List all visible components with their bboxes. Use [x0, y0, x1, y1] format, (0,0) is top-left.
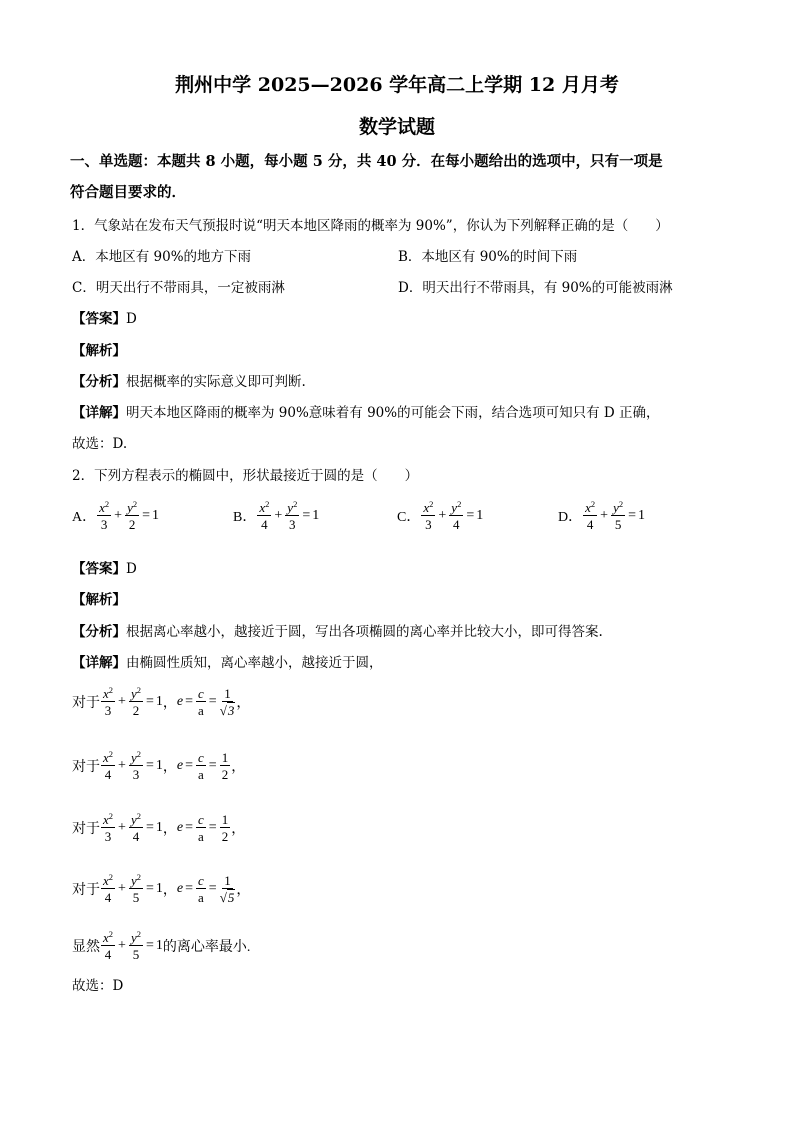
x-term-num	[421, 500, 435, 516]
q1-answer	[72, 307, 137, 327]
exponent: 2	[108, 872, 114, 882]
rhs-value: 1	[638, 507, 645, 523]
equals-sign: =	[145, 693, 154, 709]
q1-jiexi: 【解析】	[72, 343, 126, 359]
y-term-den: 3	[289, 517, 296, 532]
radicand: 3	[227, 702, 235, 718]
x-term-den: 3	[100, 517, 108, 532]
ellipse-equation	[96, 500, 159, 531]
eccentricity-value	[220, 751, 231, 781]
equals-sign: =	[302, 507, 311, 523]
q1-option-a: A．本地区有 90%的地方下雨	[72, 249, 252, 265]
x-term	[101, 930, 115, 961]
equals-sign: =	[185, 757, 193, 773]
section-heading-line1: 一、单选题：本题共 8 小题，每小题 5 分，共 40 分．在每小题给出的选项中，只有一项是	[70, 153, 663, 170]
y-term	[129, 873, 143, 904]
q2-answer	[72, 557, 137, 577]
xiangjie-tag: 【详解】	[72, 655, 126, 671]
q1-guxuan: 故选：D.	[72, 436, 128, 452]
x-term-den: 4	[104, 890, 112, 905]
exponent: 2	[590, 499, 596, 509]
exponent: 2	[429, 499, 434, 509]
plus-sign: +	[118, 937, 126, 953]
q2-conclusion	[72, 930, 250, 961]
radicand: 5	[227, 889, 235, 905]
var: x	[423, 500, 430, 515]
y-term-num	[129, 750, 143, 766]
option-label: C．	[397, 509, 421, 525]
plus-sign: +	[118, 880, 126, 896]
y-term	[129, 750, 143, 781]
x-term-num	[101, 750, 115, 766]
q2-derivation-line	[72, 686, 250, 717]
q2-option-a	[72, 500, 159, 531]
x-term-num	[101, 686, 115, 702]
eccentricity-symbol: e	[176, 757, 184, 773]
plus-sign: +	[438, 507, 447, 523]
c: c	[198, 685, 204, 701]
x-term-den: 4	[104, 767, 112, 782]
plus-sign: +	[118, 757, 126, 773]
comma: ，	[162, 695, 177, 711]
y-term-den: 5	[614, 517, 622, 532]
xiangjie-text: 由椭圆性质知，离心率越小，越接近于圆，	[126, 655, 383, 671]
exponent: 2	[108, 929, 114, 939]
exponent: 2	[136, 749, 141, 759]
y-term-den: 5	[132, 890, 140, 905]
var: y	[127, 500, 133, 515]
y-term-num	[129, 930, 143, 946]
rhs-value: 1	[155, 937, 163, 953]
exponent: 2	[104, 499, 110, 509]
fenxi-tag: 【分析】	[72, 624, 126, 640]
y-term	[125, 500, 139, 531]
q1-option-d: D．明天出行不带雨具，有 90%的可能被雨淋	[398, 280, 673, 296]
plus-sign: +	[600, 507, 609, 523]
eccentricity-value	[220, 687, 236, 717]
fenxi-text: 根据离心率越小，越接近于圆，写出各项椭圆的离心率并比较大小，即可得答案.	[126, 624, 603, 640]
rhs-value: 1	[312, 507, 320, 523]
y-term-den: 3	[132, 767, 140, 782]
eccentricity-value	[220, 813, 231, 843]
ellipse-equation	[582, 500, 645, 531]
eccentricity-symbol: e	[176, 880, 184, 896]
xiangjie-text: 明天本地区降雨的概率为 90%意味着有 90%的可能会下雨，结合选项可知只有 D 正确，	[126, 405, 660, 421]
x-term	[101, 812, 115, 843]
section-heading-line2: 符合题目要求的．	[70, 184, 186, 201]
ellipse-equation	[256, 500, 319, 531]
x-term-num	[583, 500, 597, 516]
x-term-den: 4	[104, 947, 112, 962]
equals-sign: =	[145, 937, 154, 953]
y-term-num	[129, 686, 143, 702]
y-term	[129, 930, 143, 961]
equals-sign: =	[145, 880, 154, 896]
y-term-den: 2	[128, 517, 136, 532]
rhs-value: 1	[155, 880, 163, 896]
ecc-den: 2	[221, 766, 229, 782]
a: a	[198, 828, 204, 844]
page-subtitle: 数学试题	[358, 116, 435, 138]
comma: ，	[162, 882, 177, 898]
exponent: 2	[136, 929, 141, 939]
line-prefix: 对于	[72, 821, 100, 837]
c: c	[198, 749, 204, 765]
equals-sign: =	[142, 507, 150, 523]
exponent: 2	[108, 749, 114, 759]
x-term-num	[257, 500, 271, 516]
var: y	[451, 500, 458, 515]
q1-stem: 1．气象站在发布天气预报时说“明天本地区降雨的概率为 90%”，你认为下列解释正确的是（ ）	[72, 218, 669, 234]
var: x	[259, 500, 266, 515]
q2-fenxi	[72, 620, 603, 640]
var: x	[103, 812, 109, 827]
q1-xiangjie	[72, 401, 660, 421]
q2-derivation-line	[72, 812, 245, 843]
conclusion-prefix: 显然	[72, 939, 100, 955]
eccentricity-value	[220, 874, 236, 904]
x-term	[101, 686, 115, 717]
rhs-value: 1	[152, 507, 159, 523]
ellipse-equation	[100, 750, 163, 781]
comma: ，	[162, 821, 177, 837]
comma: ，	[231, 821, 246, 837]
plus-sign: +	[118, 819, 126, 835]
rhs-value: 1	[155, 819, 163, 835]
option-label: A．	[72, 509, 97, 525]
y-term-den: 4	[453, 517, 460, 532]
x-term-num	[97, 500, 111, 516]
c-over-a	[196, 874, 206, 904]
y-term-den: 5	[132, 947, 140, 962]
ellipse-equation	[420, 500, 483, 531]
exponent: 2	[618, 499, 624, 509]
y-term	[285, 500, 299, 531]
q2-derivation-line	[72, 873, 250, 904]
ecc-den	[220, 889, 236, 904]
var: y	[130, 686, 137, 701]
exponent: 2	[293, 499, 298, 509]
rhs-value: 1	[476, 507, 484, 523]
var: x	[103, 930, 109, 945]
option-label: B．	[233, 509, 257, 525]
exponent: 2	[457, 499, 462, 509]
y-term	[129, 812, 143, 843]
xiangjie-tag: 【详解】	[72, 405, 126, 421]
fenxi-tag: 【分析】	[72, 374, 126, 390]
equals-sign: =	[185, 693, 193, 709]
var: y	[130, 750, 137, 765]
line-prefix: 对于	[72, 882, 100, 898]
eccentricity-symbol: e	[176, 819, 184, 835]
q2-jiexi: 【解析】	[72, 592, 126, 608]
ecc-num: 1	[224, 685, 231, 701]
comma: ，	[162, 759, 177, 775]
var: y	[613, 500, 619, 515]
x-term-num	[101, 930, 115, 946]
x-term	[101, 873, 115, 904]
q1-option-c: C．明天出行不带雨具，一定被雨淋	[72, 280, 285, 296]
q2-guxuan: 故选：D	[72, 978, 124, 994]
equals-sign: =	[145, 757, 154, 773]
a: a	[198, 702, 204, 718]
y-term-num	[129, 873, 143, 889]
equals-sign: =	[628, 507, 636, 523]
c: c	[198, 811, 204, 827]
exponent: 2	[108, 811, 114, 821]
equals-sign: =	[208, 693, 217, 709]
eccentricity-symbol: e	[176, 693, 184, 709]
x-term	[257, 500, 271, 531]
c-over-a	[196, 751, 206, 781]
y-term	[611, 500, 625, 531]
sqrt	[220, 889, 236, 905]
q2-derivation-line	[72, 750, 245, 781]
q2-xiangjie	[72, 651, 383, 671]
line-prefix: 对于	[72, 695, 100, 711]
answer-value: D	[126, 561, 137, 577]
y-term	[129, 686, 143, 717]
ecc-num: 1	[221, 811, 229, 827]
rhs-value: 1	[155, 693, 163, 709]
equals-sign: =	[185, 880, 193, 896]
q2-stem: 2．下列方程表示的椭圆中，形状最接近于圆的是（ ）	[72, 468, 419, 484]
q2-option-d	[558, 500, 645, 531]
answer-tag: 【答案】	[72, 561, 126, 577]
q2-option-b	[233, 500, 319, 531]
exponent: 2	[108, 685, 114, 695]
exponent: 2	[136, 872, 141, 882]
x-term-den: 4	[261, 517, 268, 532]
equals-sign: =	[208, 819, 217, 835]
a: a	[198, 766, 204, 782]
var: x	[103, 873, 109, 888]
page-title: 荆州中学 2025—2026 学年高二上学期 12 月月考	[175, 74, 619, 96]
answer-value: D	[126, 311, 137, 327]
x-term	[421, 500, 435, 531]
ellipse-equation	[100, 686, 163, 717]
x-term-den: 3	[104, 829, 112, 844]
plus-sign: +	[118, 693, 126, 709]
plus-sign: +	[274, 507, 283, 523]
var: y	[130, 812, 137, 827]
line-prefix: 对于	[72, 759, 100, 775]
x-term-num	[101, 873, 115, 889]
ecc-num: 1	[224, 872, 231, 888]
ecc-den	[220, 702, 236, 717]
equals-sign: =	[466, 507, 475, 523]
y-term-den: 4	[132, 829, 140, 844]
equals-sign: =	[208, 880, 217, 896]
y-term-num	[285, 500, 299, 516]
y-term-num	[125, 500, 139, 516]
equals-sign: =	[185, 819, 193, 835]
x-term	[101, 750, 115, 781]
c-over-a	[196, 687, 206, 717]
ellipse-equation	[100, 930, 163, 961]
y-term-num	[129, 812, 143, 828]
exponent: 2	[265, 499, 270, 509]
ecc-num: 1	[221, 749, 229, 765]
exponent: 2	[132, 499, 138, 509]
answer-tag: 【答案】	[72, 311, 126, 327]
exponent: 2	[136, 685, 141, 695]
equals-sign: =	[145, 819, 154, 835]
q1-option-b: B．本地区有 90%的时间下雨	[398, 249, 578, 265]
option-label: D．	[558, 509, 583, 525]
x-term	[583, 500, 597, 531]
comma: ，	[236, 695, 251, 711]
ellipse-equation	[100, 812, 163, 843]
equals-sign: =	[208, 757, 217, 773]
var: x	[585, 500, 591, 515]
var: y	[130, 873, 137, 888]
plus-sign: +	[114, 507, 123, 523]
y-term-den: 2	[132, 703, 140, 718]
y-term-num	[449, 500, 463, 516]
a: a	[198, 889, 204, 905]
comma: ，	[236, 882, 251, 898]
q2-option-c	[397, 500, 483, 531]
c: c	[198, 872, 204, 888]
x-term-den: 3	[425, 517, 432, 532]
sqrt	[220, 702, 236, 718]
x-term-den: 3	[104, 703, 112, 718]
ellipse-equation	[100, 873, 163, 904]
ecc-den: 2	[221, 828, 229, 844]
y-term-num	[611, 500, 625, 516]
x-term-num	[101, 812, 115, 828]
var: x	[99, 500, 105, 515]
exponent: 2	[136, 811, 141, 821]
var: y	[287, 500, 294, 515]
fenxi-text: 根据概率的实际意义即可判断.	[126, 374, 306, 390]
var: x	[103, 750, 109, 765]
radical-sign: √	[219, 889, 227, 905]
radical-sign: √	[219, 702, 227, 718]
q1-fenxi	[72, 370, 306, 390]
var: x	[103, 686, 109, 701]
rhs-value: 1	[155, 757, 163, 773]
c-over-a	[196, 813, 206, 843]
comma: ，	[231, 759, 246, 775]
x-term-den: 4	[586, 517, 594, 532]
y-term	[449, 500, 463, 531]
x-term	[97, 500, 111, 531]
var: y	[130, 930, 137, 945]
conclusion-suffix: 的离心率最小.	[162, 939, 251, 955]
